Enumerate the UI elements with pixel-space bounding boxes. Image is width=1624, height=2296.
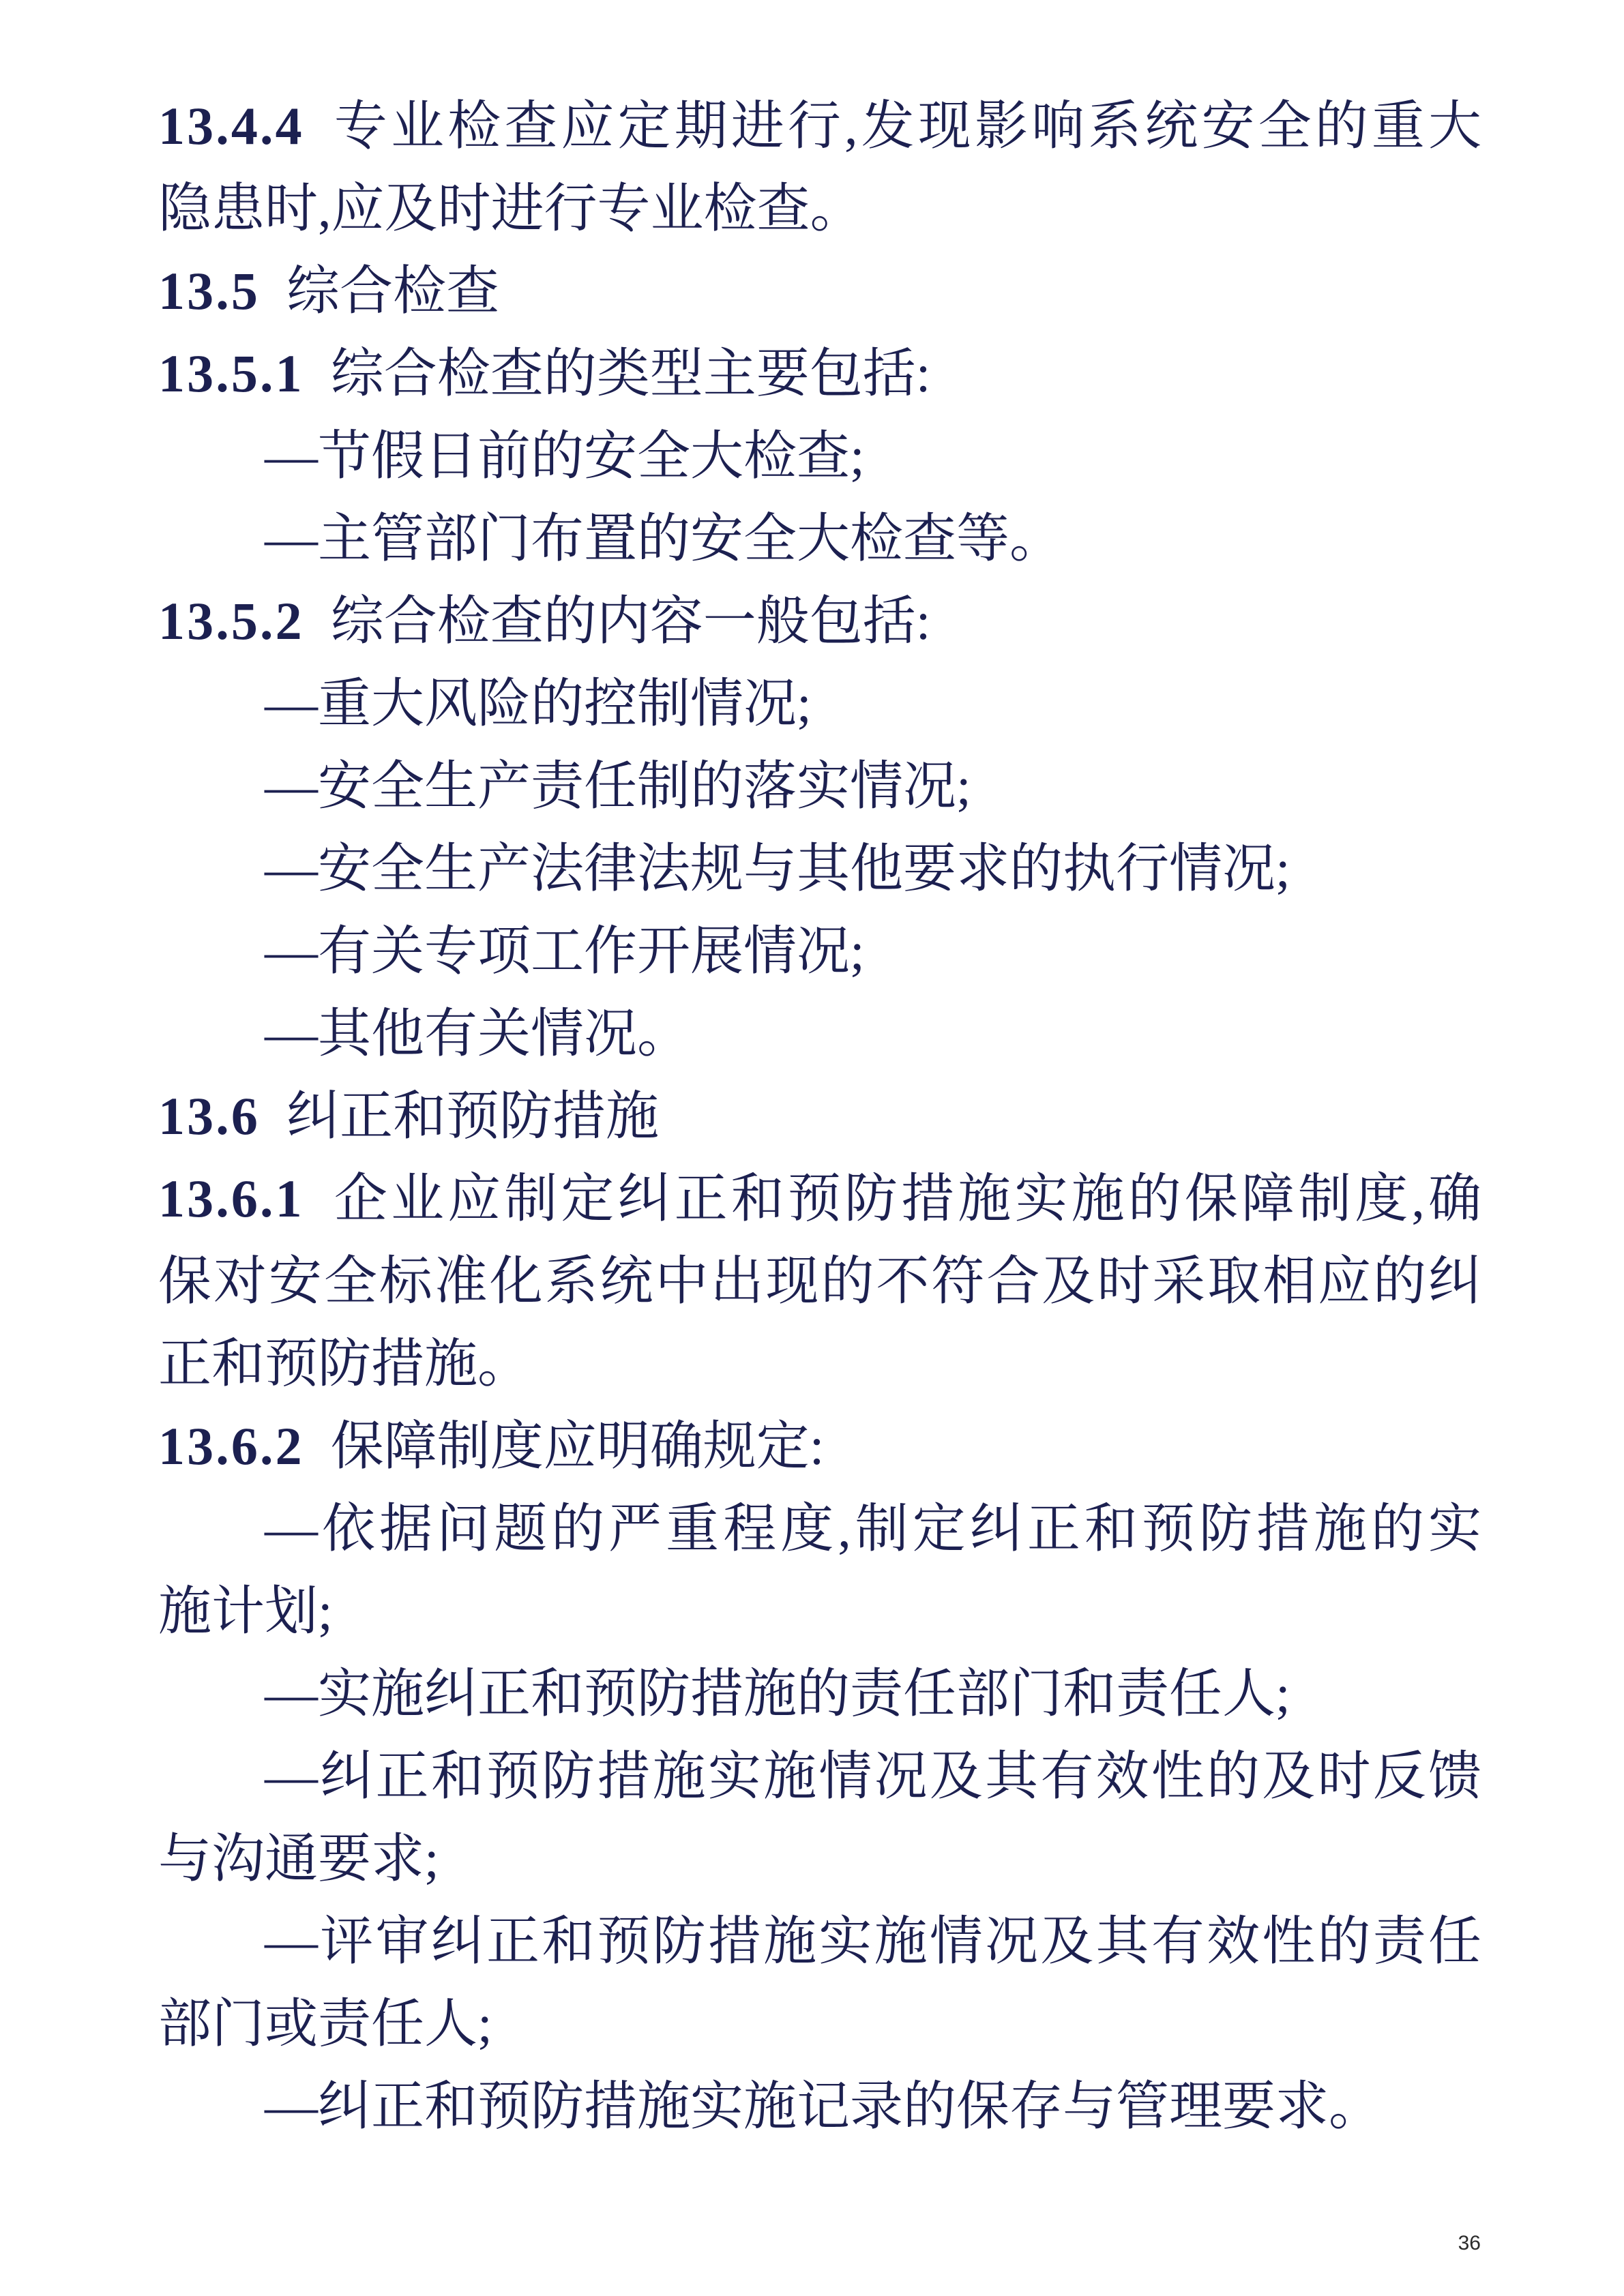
clause-text: 保对安全标准化系统中出现的不符合及时采取相应的纠 — [158, 1251, 1481, 1311]
list-item — [158, 992, 1481, 1075]
list-item — [158, 745, 1481, 827]
list-item — [158, 1487, 1481, 1652]
list-item-text: 与沟通要求; — [158, 1829, 439, 1888]
clause-number: 13.5.1 — [158, 344, 304, 403]
list-item — [158, 497, 1481, 580]
list-item-line — [158, 1735, 1481, 1817]
list-item-text: —实施纠正和预防措施的责任部门和责任人; — [265, 1664, 1290, 1723]
list-item-text: —纠正和预防措施实施记录的保存与管理要求。 — [265, 2076, 1383, 2136]
list-item-line — [158, 497, 1481, 580]
clause-13-6-2 — [158, 1405, 1481, 1487]
clause-line — [158, 580, 1481, 662]
clause-text: 综合检查的类型主要包括: — [330, 344, 931, 403]
section-13-6 — [158, 1075, 1481, 1157]
clause-number: 13.6.1 — [158, 1169, 304, 1228]
list-item-line — [158, 1570, 1481, 1652]
list-item-line — [158, 1487, 1481, 1570]
list-item — [158, 827, 1481, 910]
list-item-text: 施计划; — [158, 1581, 333, 1641]
clause-number: 13.5.2 — [158, 591, 304, 651]
clause-13-5-2 — [158, 580, 1481, 662]
list-item-text: —评审纠正和预防措施实施情况及其有效性的责任 — [265, 1911, 1481, 1971]
list-item-line — [158, 1817, 1481, 1900]
list-item — [158, 1652, 1481, 1735]
clause-text: 专业检查应定期进行,发现影响系统安全的重大 — [330, 96, 1481, 155]
list-item-text: —安全生产责任制的落实情况; — [265, 756, 971, 816]
list-item — [158, 1735, 1481, 1900]
list-item-text: —主管部门布置的安全大检查等。 — [265, 509, 1063, 568]
list-item-line — [158, 2065, 1481, 2147]
clause-text: 隐患时,应及时进行专业检查。 — [158, 179, 863, 238]
list-item-text: —纠正和预防措施实施情况及其有效性的及时反馈 — [265, 1746, 1481, 1806]
list-item-text: —有关专项工作开展情况; — [265, 921, 865, 981]
clause-line — [158, 85, 1481, 167]
clause-13-5-1 — [158, 332, 1481, 415]
list-item-line — [158, 1652, 1481, 1735]
section-heading-text: 综合检查 — [286, 261, 499, 320]
clause-line — [158, 332, 1481, 415]
clause-text: 综合检查的内容一般包括: — [330, 591, 931, 651]
list-item-line — [158, 745, 1481, 827]
list-item-line — [158, 1982, 1481, 2065]
list-item — [158, 662, 1481, 745]
list-item — [158, 2065, 1481, 2147]
list-item-line — [158, 1900, 1481, 1982]
section-heading — [158, 1075, 1481, 1157]
section-number: 13.6 — [158, 1086, 260, 1146]
section-number: 13.5 — [158, 261, 260, 320]
page-number: 36 — [1458, 2232, 1481, 2254]
clause-number: 13.4.4 — [158, 96, 304, 155]
clause-line — [158, 167, 1481, 250]
list-item-text: —依据问题的严重程度,制定纠正和预防措施的实 — [265, 1499, 1481, 1558]
section-heading-text: 纠正和预防措施 — [286, 1086, 659, 1146]
clause-text: 正和预防措施。 — [158, 1334, 531, 1393]
clause-number: 13.6.2 — [158, 1416, 304, 1476]
list-item-line — [158, 415, 1481, 497]
list-item-line — [158, 992, 1481, 1075]
list-item-text: —安全生产法律法规与其他要求的执行情况; — [265, 839, 1290, 898]
clause-line — [158, 1240, 1481, 1322]
clause-13-6-1 — [158, 1157, 1481, 1405]
list-item — [158, 1900, 1481, 2065]
list-item-line — [158, 827, 1481, 910]
list-item-text: —重大风险的控制情况; — [265, 674, 812, 733]
list-item-line — [158, 662, 1481, 745]
section-13-5 — [158, 250, 1481, 332]
list-item-line — [158, 910, 1481, 992]
clause-line — [158, 1157, 1481, 1240]
clause-13-4-4 — [158, 85, 1481, 250]
clause-text: 保障制度应明确规定: — [330, 1416, 825, 1476]
list-item-text: —节假日前的安全大检查; — [265, 426, 865, 486]
section-heading — [158, 250, 1481, 332]
list-item — [158, 910, 1481, 992]
page-body — [158, 85, 1481, 2147]
clause-line — [158, 1322, 1481, 1405]
list-item-text: —其他有关情况。 — [265, 1004, 691, 1063]
list-item — [158, 415, 1481, 497]
list-item-text: 部门或责任人; — [158, 1994, 492, 2053]
clause-text: 企业应制定纠正和预防措施实施的保障制度,确 — [330, 1169, 1481, 1228]
clause-line — [158, 1405, 1481, 1487]
